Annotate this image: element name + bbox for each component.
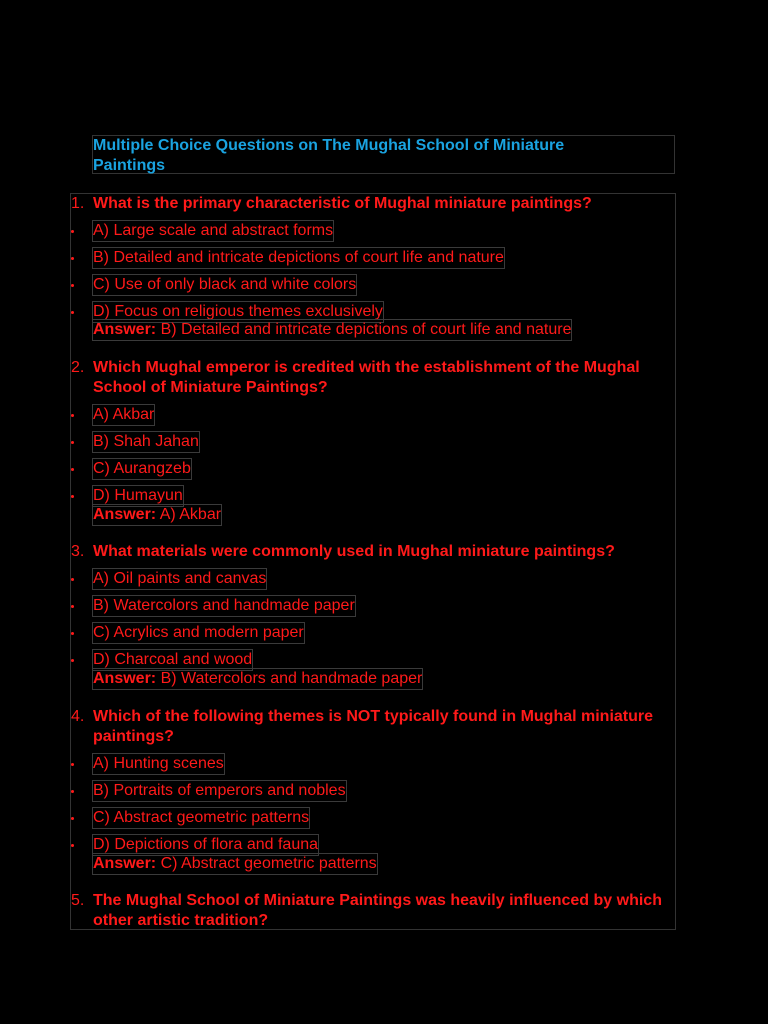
- answer-label: Answer:: [93, 855, 157, 872]
- bullet-icon: [71, 257, 74, 260]
- answer-text: B) Detailed and intricate depictions of court life and nature: [160, 321, 572, 338]
- bullet-icon: [71, 468, 74, 471]
- option-b: [71, 248, 671, 268]
- option-text: D) Depictions of flora and fauna: [93, 836, 319, 853]
- option-text: B) Shah Jahan: [93, 433, 199, 450]
- bullet-icon: [71, 284, 74, 287]
- bullet-icon: [71, 817, 74, 820]
- bullet-icon: [71, 659, 74, 662]
- option-a: [71, 754, 671, 774]
- answer-label: Answer:: [93, 670, 157, 687]
- option-b: [71, 781, 671, 801]
- answer-text: C) Abstract geometric patterns: [160, 855, 377, 872]
- page-title: Multiple Choice Questions on The Mughal School of Miniature Paintings: [93, 137, 565, 174]
- option-text: D) Humayun: [93, 487, 183, 504]
- option-a: [71, 569, 671, 589]
- option-text: C) Use of only black and white colors: [93, 276, 357, 293]
- question-list: [70, 193, 676, 930]
- option-text: A) Hunting scenes: [93, 755, 224, 772]
- bullet-icon: [71, 230, 74, 233]
- question-text: Which Mughal emperor is credited with the establishment of the Mughal School of Miniature Paintings?: [93, 359, 640, 396]
- bullet-icon: [71, 311, 74, 314]
- option-a: [71, 221, 671, 241]
- option-text: C) Acrylics and modern paper: [93, 624, 304, 641]
- option-text: B) Detailed and intricate depictions of court life and nature: [93, 249, 504, 266]
- answer-line: [93, 669, 422, 689]
- question-number: 4.: [71, 708, 85, 725]
- bullet-icon: [71, 414, 74, 417]
- answer-line: [93, 854, 377, 874]
- option-text: D) Charcoal and wood: [93, 651, 253, 668]
- answer-text: B) Watercolors and handmade paper: [160, 670, 423, 687]
- bullet-icon: [71, 632, 74, 635]
- option-c: [71, 623, 671, 643]
- question-text: Which of the following themes is NOT typically found in Mughal miniature paintings?: [93, 708, 654, 745]
- option-text: D) Focus on religious themes exclusively: [93, 303, 383, 320]
- bullet-icon: [71, 495, 74, 498]
- option-text: B) Watercolors and handmade paper: [93, 597, 355, 614]
- bullet-icon: [71, 605, 74, 608]
- question-text: What is the primary characteristic of Mughal miniature paintings?: [93, 195, 592, 212]
- bullet-icon: [71, 441, 74, 444]
- answer-label: Answer:: [93, 321, 157, 338]
- question-text: The Mughal School of Miniature Paintings was heavily influenced by which other artistic tradition?: [93, 892, 662, 929]
- bullet-icon: [71, 790, 74, 793]
- answer-line: [93, 505, 221, 525]
- option-text: B) Portraits of emperors and nobles: [93, 782, 346, 799]
- option-d: [71, 835, 671, 855]
- question-text: What materials were commonly used in Mughal miniature paintings?: [93, 543, 615, 560]
- option-text: A) Oil paints and canvas: [93, 570, 267, 587]
- option-d: [71, 302, 671, 322]
- question-number: 3.: [71, 543, 85, 560]
- option-b: [71, 596, 671, 616]
- option-text: C) Aurangzeb: [93, 460, 191, 477]
- bullet-icon: [71, 763, 74, 766]
- question-number: 5.: [71, 892, 85, 909]
- answer-line: [93, 320, 571, 340]
- answer-label: Answer:: [93, 506, 157, 523]
- option-b: [71, 432, 671, 452]
- bullet-icon: [71, 578, 74, 581]
- question-number: 2.: [71, 359, 85, 376]
- option-d: [71, 650, 671, 670]
- option-c: [71, 275, 671, 295]
- question-number: 1.: [71, 195, 85, 212]
- option-text: A) Large scale and abstract forms: [93, 222, 334, 239]
- option-text: C) Abstract geometric patterns: [93, 809, 310, 826]
- option-a: [71, 405, 671, 425]
- option-c: [71, 808, 671, 828]
- option-c: [71, 459, 671, 479]
- answer-text: A) Akbar: [159, 506, 222, 523]
- option-d: [71, 486, 671, 506]
- bullet-icon: [71, 844, 74, 847]
- option-text: A) Akbar: [93, 406, 155, 423]
